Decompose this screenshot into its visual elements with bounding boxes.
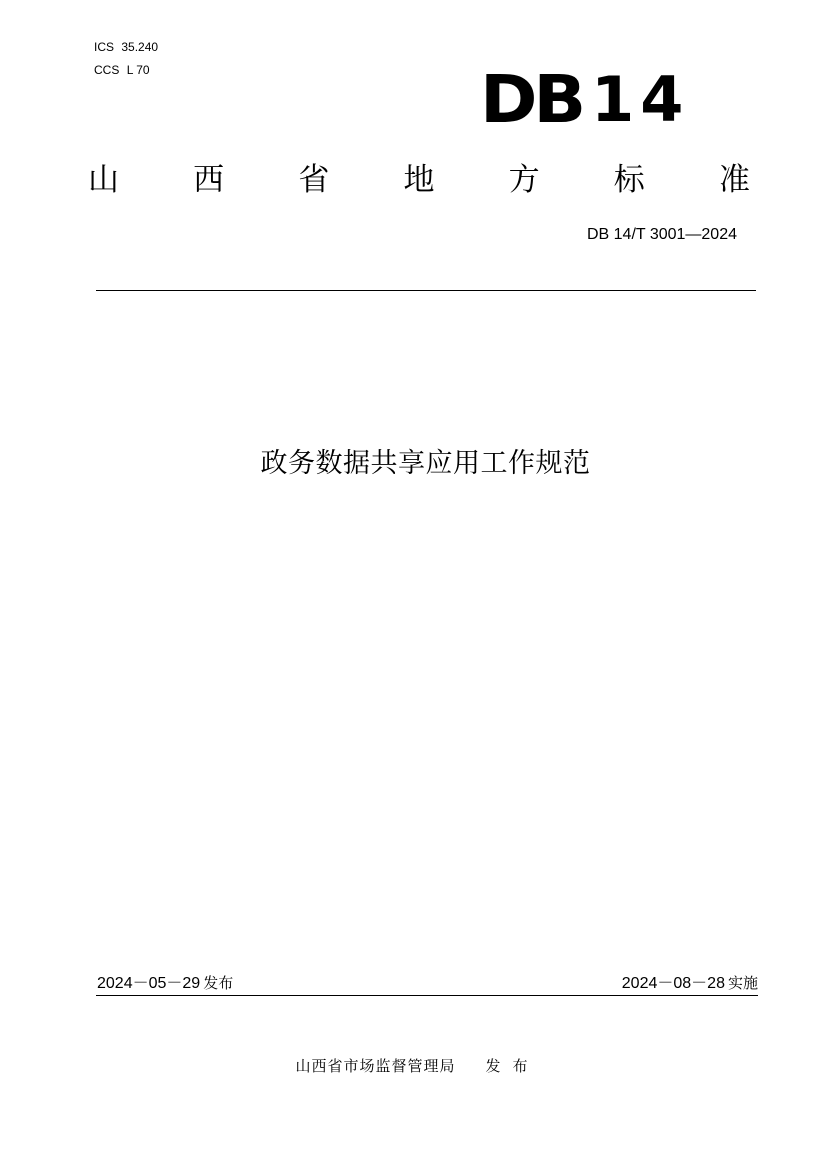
bottom-divider [96, 995, 758, 996]
ics-label: ICS [94, 40, 115, 54]
top-divider [96, 290, 756, 291]
publish-date [97, 973, 233, 994]
standard-category [88, 160, 750, 200]
ccs-value: L 70 [126, 63, 150, 77]
ics-value: 35.240 [121, 40, 159, 54]
ccs-label: CCS [94, 63, 120, 77]
implement-date [622, 973, 758, 994]
document-title: 政务数据共享应用工作规范 [260, 448, 591, 479]
issuer-action: 发布 [485, 1057, 540, 1075]
publish-date-value: 2024－05－29 [97, 975, 201, 992]
db-logo-letters: DB [480, 61, 582, 138]
db-logo [480, 61, 690, 138]
ccs-code [94, 63, 150, 77]
implement-date-value: 2024－08－28 [621, 975, 725, 992]
standard-number: DB 14/T 3001—2024 [586, 226, 737, 243]
category-char: 方 [508, 162, 540, 198]
category-char: 准 [718, 162, 750, 198]
issuing-authority [0, 1056, 815, 1076]
issuer-organization: 山西省市场监督管理局 [295, 1057, 456, 1075]
category-char: 西 [193, 162, 225, 198]
implement-label: 实施 [727, 974, 758, 992]
ics-code [94, 40, 158, 54]
category-char: 省 [298, 162, 330, 198]
db-logo-number: 14 [591, 63, 690, 136]
publish-label: 发布 [203, 974, 234, 992]
category-char: 山 [88, 162, 119, 198]
category-char: 地 [403, 162, 435, 198]
category-char: 标 [613, 162, 645, 198]
